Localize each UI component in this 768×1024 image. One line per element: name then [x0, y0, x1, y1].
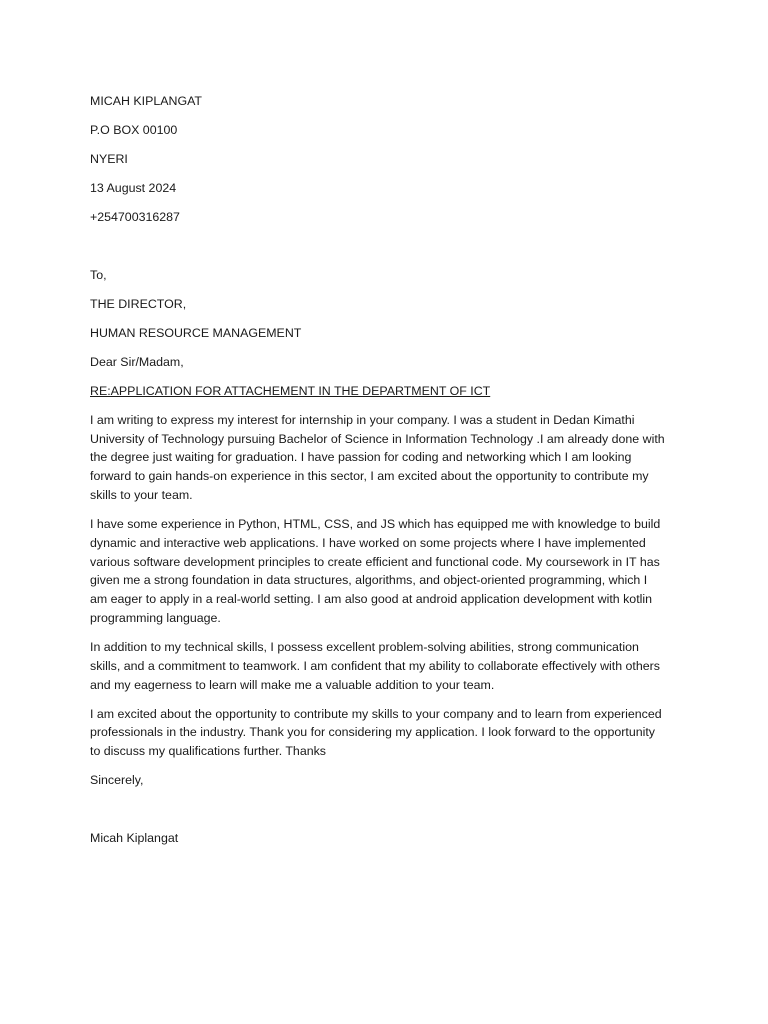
- sender-town: NYERI: [90, 151, 128, 166]
- subject-line: RE:APPLICATION FOR ATTACHEMENT IN THE DEPARTMENT OF ICT: [90, 383, 491, 398]
- recipient-block: [90, 266, 665, 343]
- signature-spacer: [90, 800, 665, 829]
- sender-phone: +254700316287: [90, 209, 180, 224]
- letter-body: [90, 411, 665, 761]
- recipient-title: THE DIRECTOR,: [90, 296, 187, 311]
- body-paragraph-4: I am excited about the opportunity to contribute my skills to your company and to learn from experienced professionals in the industry. Thank you for considering my application. I look forward to the opportunity to discuss my qualifications further. Thanks: [90, 706, 662, 759]
- recipient-to: To,: [90, 267, 107, 282]
- sender-address: P.O BOX 00100: [90, 122, 178, 137]
- salutation: Dear Sir/Madam,: [90, 354, 184, 369]
- sender-block: [90, 92, 665, 227]
- signature-name: Micah Kiplangat: [90, 831, 179, 846]
- body-paragraph-3: In addition to my technical skills, I possess excellent problem-solving abilities, strong communication skills, and a commitment to teamwork. I am confident that my ability to collaborate effectively with others and my eagerness to learn will make me a valuable addition to your team.: [90, 639, 660, 692]
- sender-name: MICAH KIPLANGAT: [90, 94, 202, 108]
- letter-date: 13 August 2024: [90, 180, 177, 195]
- recipient-department: HUMAN RESOURCE MANAGEMENT: [90, 325, 302, 340]
- spacer: [90, 237, 665, 266]
- closing: Sincerely,: [90, 773, 144, 788]
- body-paragraph-1: I am writing to express my interest for internship in your company. I was a student in Dedan Kimathi University of Technology pursuing Bachelor of Science in Information Technology .I am already done with the degree just waiting for graduation. I have passion for coding and networking which I am looking forward to gain hands-on experience in this sector, I am excited about the opportunity to contribute my skills to your team.: [90, 412, 665, 503]
- letter-page: [90, 92, 665, 858]
- body-paragraph-2: I have some experience in Python, HTML, CSS, and JS which has equipped me with knowledge to build dynamic and interactive web applications. I have worked on some projects where I have implemented various software development principles to create efficient and functional code. My coursework in IT has given me a strong foundation in data structures, algorithms, and object-oriented programming, which I am eager to apply in a real-world setting. I am also good at android application development with kotlin programming language.: [90, 517, 661, 625]
